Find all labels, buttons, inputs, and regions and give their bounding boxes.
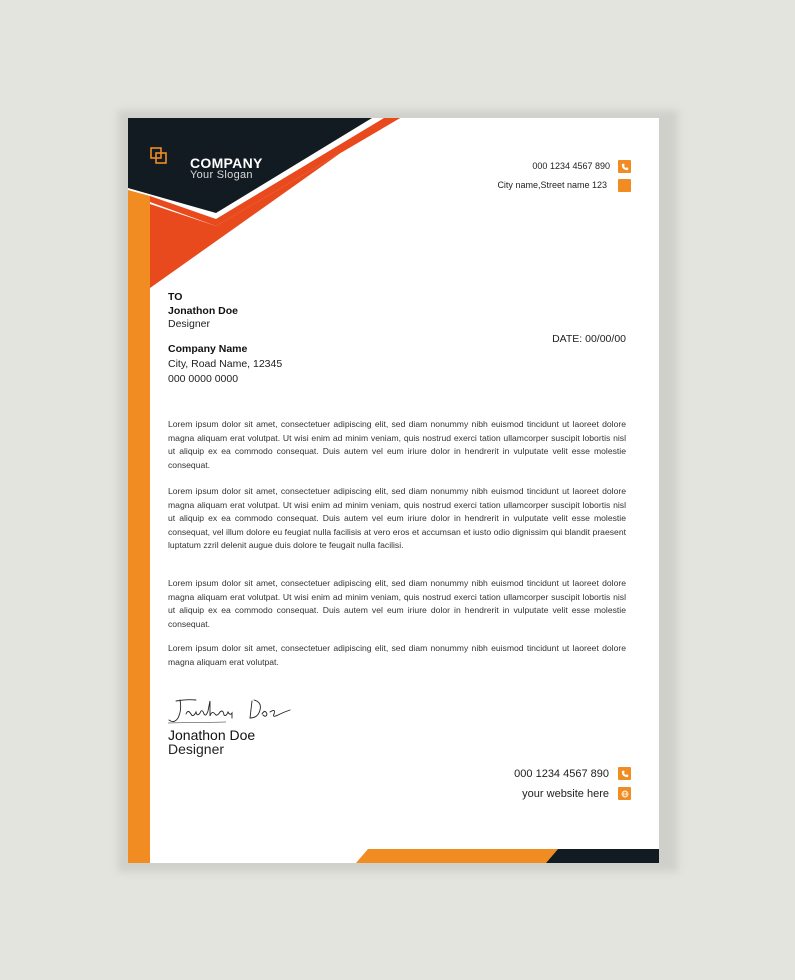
footer-orange-band [356, 849, 558, 863]
to-label: TO [168, 291, 183, 303]
body-paragraph: Lorem ipsum dolor sit amet, consectetuer adipiscing elit, sed diam nonummy nibh euismod tincidunt ut laoreet dolore magna aliquam erat volutpat. Ut wisi enim ad minim veniam, quis nostrud exerci tation ullamcorper suscipit lobortis nisl ut aliquip ex ea commodo consequat. Duis autem vel eum iriure dolor in hendrerit in vulputate velit esse molestie consequat. [168, 578, 626, 629]
body-paragraph: Lorem ipsum dolor sit amet, consectetuer adipiscing elit, sed diam nonummy nibh euismod tincidunt ut laoreet dolore magna aliquam erat volutpat. Ut wisi enim ad minim veniam, quis nostrud exerci tation ullamcorper suscipit lobortis nisl ut aliquip ex ea commodo consequat. Duis autem vel eum iriure dolor in hendrerit in vulputate velit esse molestie consequat, vel illum dolore eu feugiat nulla facilisis at vero eros et accumsan et iusto odio dignissim qui blandit praesent luptatum zzril delenit augue duis dolore te feugait nulla facilisi. [168, 486, 626, 550]
letterhead-page [128, 118, 659, 863]
footer-dark-band [546, 849, 659, 863]
header-address: City name,Street name 123 [497, 180, 607, 190]
body-paragraph: Lorem ipsum dolor sit amet, consectetuer adipiscing elit, sed diam nonummy nibh euismod tincidunt ut laoreet dolore magna aliquam erat volutpat. Ut wisi enim ad minim veniam, quis nostrud exerci tation ullamcorper suscipit lobortis nisl ut aliquip ex ea commodo consequat. Duis autem vel eum iriure dolor in hendrerit in vulputate velit esse molestie consequat. [168, 419, 626, 470]
location-icon [618, 179, 631, 192]
left-orange-bar [128, 190, 150, 863]
recipient-address: City, Road Name, 12345 [168, 358, 283, 370]
signature-name: Jonathon Doe [168, 727, 256, 743]
globe-icon [618, 787, 631, 800]
footer-website: your website here [522, 788, 609, 800]
footer-phone: 000 1234 4567 890 [514, 768, 609, 780]
recipient-company: Company Name [168, 343, 248, 355]
body-paragraph: Lorem ipsum dolor sit amet, consectetuer adipiscing elit, sed diam nonummy nibh euismod tincidunt ut laoreet dolore magna aliquam erat volutpat. [168, 643, 626, 667]
phone-icon [618, 767, 631, 780]
recipient-phone: 000 0000 0000 [168, 373, 239, 385]
handwritten-signature [166, 696, 296, 726]
recipient-title: Designer [168, 318, 211, 330]
company-slogan: Your Slogan [190, 169, 253, 181]
signature-title: Designer [168, 741, 225, 757]
recipient-name: Jonathon Doe [168, 305, 238, 317]
phone-icon [618, 160, 631, 173]
company-name: COMPANY [190, 155, 263, 171]
header-phone: 000 1234 4567 890 [532, 161, 610, 171]
overlapping-squares-icon [150, 147, 168, 165]
date-label: DATE: 00/00/00 [552, 333, 626, 345]
